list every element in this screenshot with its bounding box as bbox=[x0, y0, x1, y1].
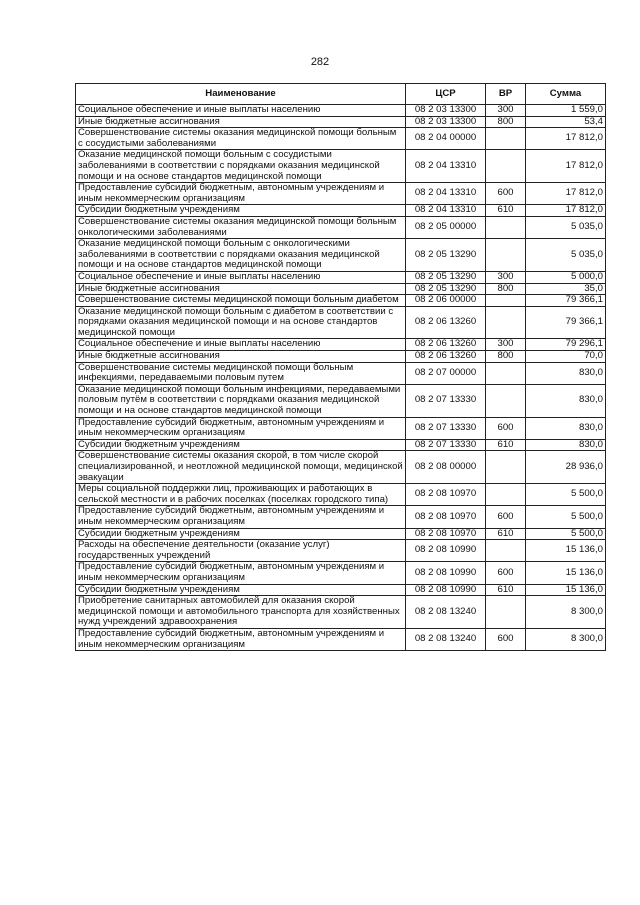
cell-sum: 5 500,0 bbox=[526, 506, 606, 528]
cell-name: Совершенствование системы оказания медицинской помощи больным с сосудистыми заболеваниями bbox=[76, 128, 406, 150]
cell-vr bbox=[486, 295, 526, 307]
cell-vr: 600 bbox=[486, 506, 526, 528]
cell-name: Оказание медицинской помощи больным инфекциями, передаваемыми половым путём в соответствии с порядками оказания медицинской помощи и на основе стандартов медицинской помощи bbox=[76, 384, 406, 417]
cell-name: Субсидии бюджетным учреждениям bbox=[76, 584, 406, 596]
cell-name: Субсидии бюджетным учреждениям bbox=[76, 205, 406, 217]
cell-name: Предоставление субсидий бюджетным, автономным учреждениям и иным некоммерческим организациям bbox=[76, 506, 406, 528]
cell-csr: 08 2 03 13300 bbox=[406, 105, 486, 117]
table-header-row bbox=[76, 84, 606, 105]
cell-csr: 08 2 06 00000 bbox=[406, 295, 486, 307]
cell-vr: 600 bbox=[486, 562, 526, 584]
cell-sum: 5 035,0 bbox=[526, 216, 606, 238]
cell-csr: 08 2 07 00000 bbox=[406, 362, 486, 384]
cell-csr: 08 2 08 00000 bbox=[406, 451, 486, 484]
cell-name: Субсидии бюджетным учреждениям bbox=[76, 439, 406, 451]
table-row bbox=[76, 271, 606, 283]
cell-csr: 08 2 08 10970 bbox=[406, 484, 486, 506]
cell-vr: 610 bbox=[486, 439, 526, 451]
table-row bbox=[76, 528, 606, 540]
cell-name: Расходы на обеспечение деятельности (оказание услуг) государственных учреждений bbox=[76, 540, 406, 562]
cell-name: Социальное обеспечение и иные выплаты населению bbox=[76, 339, 406, 351]
cell-sum: 70,0 bbox=[526, 351, 606, 363]
budget-table bbox=[75, 83, 606, 651]
table-row bbox=[76, 351, 606, 363]
cell-name: Предоставление субсидий бюджетным, автономным учреждениям и иным некоммерческим организациям bbox=[76, 417, 406, 439]
table-row bbox=[76, 562, 606, 584]
cell-csr: 08 2 08 13240 bbox=[406, 596, 486, 629]
cell-csr: 08 2 04 13310 bbox=[406, 150, 486, 183]
table-row bbox=[76, 362, 606, 384]
cell-sum: 830,0 bbox=[526, 417, 606, 439]
cell-vr: 610 bbox=[486, 584, 526, 596]
cell-csr: 08 2 05 00000 bbox=[406, 216, 486, 238]
cell-csr: 08 2 08 10970 bbox=[406, 528, 486, 540]
cell-vr bbox=[486, 484, 526, 506]
cell-vr: 600 bbox=[486, 417, 526, 439]
table-row bbox=[76, 283, 606, 295]
cell-name: Предоставление субсидий бюджетным, автономным учреждениям и иным некоммерческим организациям bbox=[76, 562, 406, 584]
cell-csr: 08 2 08 10970 bbox=[406, 506, 486, 528]
cell-name: Совершенствование системы медицинской помощи больным диабетом bbox=[76, 295, 406, 307]
table-row bbox=[76, 150, 606, 183]
cell-csr: 08 2 06 13260 bbox=[406, 306, 486, 339]
cell-vr bbox=[486, 128, 526, 150]
table-row bbox=[76, 384, 606, 417]
cell-vr: 610 bbox=[486, 205, 526, 217]
cell-csr: 08 2 08 10990 bbox=[406, 540, 486, 562]
cell-sum: 1 559,0 bbox=[526, 105, 606, 117]
cell-csr: 08 2 05 13290 bbox=[406, 239, 486, 272]
cell-sum: 8 300,0 bbox=[526, 628, 606, 650]
cell-name: Оказание медицинской помощи больным с сосудистыми заболеваниями в соответствии с порядками оказания медицинской помощи и на основе стандартов медицинской помощи bbox=[76, 150, 406, 183]
cell-sum: 17 812,0 bbox=[526, 150, 606, 183]
cell-sum: 15 136,0 bbox=[526, 562, 606, 584]
table-row bbox=[76, 417, 606, 439]
table-row bbox=[76, 484, 606, 506]
header-sum: Сумма bbox=[526, 84, 606, 105]
cell-csr: 08 2 06 13260 bbox=[406, 339, 486, 351]
cell-vr: 800 bbox=[486, 283, 526, 295]
cell-vr bbox=[486, 384, 526, 417]
cell-vr bbox=[486, 216, 526, 238]
header-name: Наименование bbox=[76, 84, 406, 105]
cell-name: Социальное обеспечение и иные выплаты населению bbox=[76, 105, 406, 117]
cell-vr: 800 bbox=[486, 351, 526, 363]
cell-vr bbox=[486, 596, 526, 629]
table-row bbox=[76, 105, 606, 117]
cell-csr: 08 2 08 10990 bbox=[406, 562, 486, 584]
cell-sum: 28 936,0 bbox=[526, 451, 606, 484]
cell-csr: 08 2 04 13310 bbox=[406, 183, 486, 205]
table-row bbox=[76, 116, 606, 128]
cell-sum: 830,0 bbox=[526, 384, 606, 417]
cell-vr: 600 bbox=[486, 183, 526, 205]
cell-sum: 15 136,0 bbox=[526, 540, 606, 562]
cell-name: Предоставление субсидий бюджетным, автономным учреждениям и иным некоммерческим организациям bbox=[76, 628, 406, 650]
header-csr: ЦСР bbox=[406, 84, 486, 105]
cell-csr: 08 2 04 00000 bbox=[406, 128, 486, 150]
table-row bbox=[76, 584, 606, 596]
cell-vr: 300 bbox=[486, 271, 526, 283]
cell-name: Меры социальной поддержки лиц, проживающих и работающих в сельской местности и в рабочих поселках (поселках городского типа) bbox=[76, 484, 406, 506]
cell-csr: 08 2 07 13330 bbox=[406, 417, 486, 439]
cell-sum: 15 136,0 bbox=[526, 584, 606, 596]
cell-sum: 8 300,0 bbox=[526, 596, 606, 629]
cell-vr: 800 bbox=[486, 116, 526, 128]
cell-sum: 5 500,0 bbox=[526, 484, 606, 506]
cell-csr: 08 2 04 13310 bbox=[406, 205, 486, 217]
table-body bbox=[76, 105, 606, 651]
cell-sum: 830,0 bbox=[526, 362, 606, 384]
table-row bbox=[76, 295, 606, 307]
table-row bbox=[76, 506, 606, 528]
cell-sum: 830,0 bbox=[526, 439, 606, 451]
cell-vr bbox=[486, 362, 526, 384]
table-row bbox=[76, 339, 606, 351]
cell-name: Оказание медицинской помощи больным с диабетом в соответствии с порядками оказания медицинской помощи и на основе стандартов медицинской помощи bbox=[76, 306, 406, 339]
cell-csr: 08 2 07 13330 bbox=[406, 439, 486, 451]
table-row bbox=[76, 216, 606, 238]
cell-sum: 53,4 bbox=[526, 116, 606, 128]
cell-csr: 08 2 08 13240 bbox=[406, 628, 486, 650]
page-number: 282 bbox=[310, 56, 330, 68]
cell-name: Субсидии бюджетным учреждениям bbox=[76, 528, 406, 540]
cell-csr: 08 2 06 13260 bbox=[406, 351, 486, 363]
table-row bbox=[76, 628, 606, 650]
cell-name: Иные бюджетные ассигнования bbox=[76, 283, 406, 295]
cell-sum: 79 366,1 bbox=[526, 295, 606, 307]
cell-name: Иные бюджетные ассигнования bbox=[76, 116, 406, 128]
header-vr: ВР bbox=[486, 84, 526, 105]
cell-vr bbox=[486, 451, 526, 484]
cell-name: Оказание медицинской помощи больным с онкологическими заболеваниями в соответствии с порядками оказания медицинской помощи и на основе стандартов медицинской помощи bbox=[76, 239, 406, 272]
cell-sum: 5 035,0 bbox=[526, 239, 606, 272]
cell-sum: 35,0 bbox=[526, 283, 606, 295]
cell-vr bbox=[486, 306, 526, 339]
table-row bbox=[76, 540, 606, 562]
table-row bbox=[76, 306, 606, 339]
cell-name: Совершенствование системы медицинской помощи больным инфекциями, передаваемыми половым путем bbox=[76, 362, 406, 384]
cell-name: Совершенствование системы оказания медицинской помощи больным онкологическими заболеваниями bbox=[76, 216, 406, 238]
cell-csr: 08 2 07 13330 bbox=[406, 384, 486, 417]
cell-vr: 600 bbox=[486, 628, 526, 650]
cell-vr: 610 bbox=[486, 528, 526, 540]
cell-sum: 17 812,0 bbox=[526, 183, 606, 205]
cell-name: Предоставление субсидий бюджетным, автономным учреждениям и иным некоммерческим организациям bbox=[76, 183, 406, 205]
cell-name: Иные бюджетные ассигнования bbox=[76, 351, 406, 363]
cell-sum: 5 500,0 bbox=[526, 528, 606, 540]
cell-sum: 5 000,0 bbox=[526, 271, 606, 283]
cell-name: Приобретение санитарных автомобилей для оказания скорой медицинской помощи и автомобильного транспорта для хозяйственных нужд учреждений здравоохранения bbox=[76, 596, 406, 629]
table-row bbox=[76, 451, 606, 484]
table-row bbox=[76, 439, 606, 451]
cell-csr: 08 2 03 13300 bbox=[406, 116, 486, 128]
cell-csr: 08 2 05 13290 bbox=[406, 271, 486, 283]
cell-sum: 17 812,0 bbox=[526, 128, 606, 150]
cell-vr: 300 bbox=[486, 105, 526, 117]
table-row bbox=[76, 596, 606, 629]
cell-vr: 300 bbox=[486, 339, 526, 351]
cell-vr bbox=[486, 150, 526, 183]
cell-name: Совершенствование системы оказания скорой, в том числе скорой специализированной, и неотложной медицинской помощи, медицинской эвакуации bbox=[76, 451, 406, 484]
cell-vr bbox=[486, 239, 526, 272]
table-row bbox=[76, 128, 606, 150]
table-row bbox=[76, 205, 606, 217]
cell-sum: 17 812,0 bbox=[526, 205, 606, 217]
cell-csr: 08 2 08 10990 bbox=[406, 584, 486, 596]
cell-sum: 79 296,1 bbox=[526, 339, 606, 351]
cell-vr bbox=[486, 540, 526, 562]
table-row bbox=[76, 183, 606, 205]
cell-csr: 08 2 05 13290 bbox=[406, 283, 486, 295]
table-row bbox=[76, 239, 606, 272]
cell-sum: 79 366,1 bbox=[526, 306, 606, 339]
cell-name: Социальное обеспечение и иные выплаты населению bbox=[76, 271, 406, 283]
